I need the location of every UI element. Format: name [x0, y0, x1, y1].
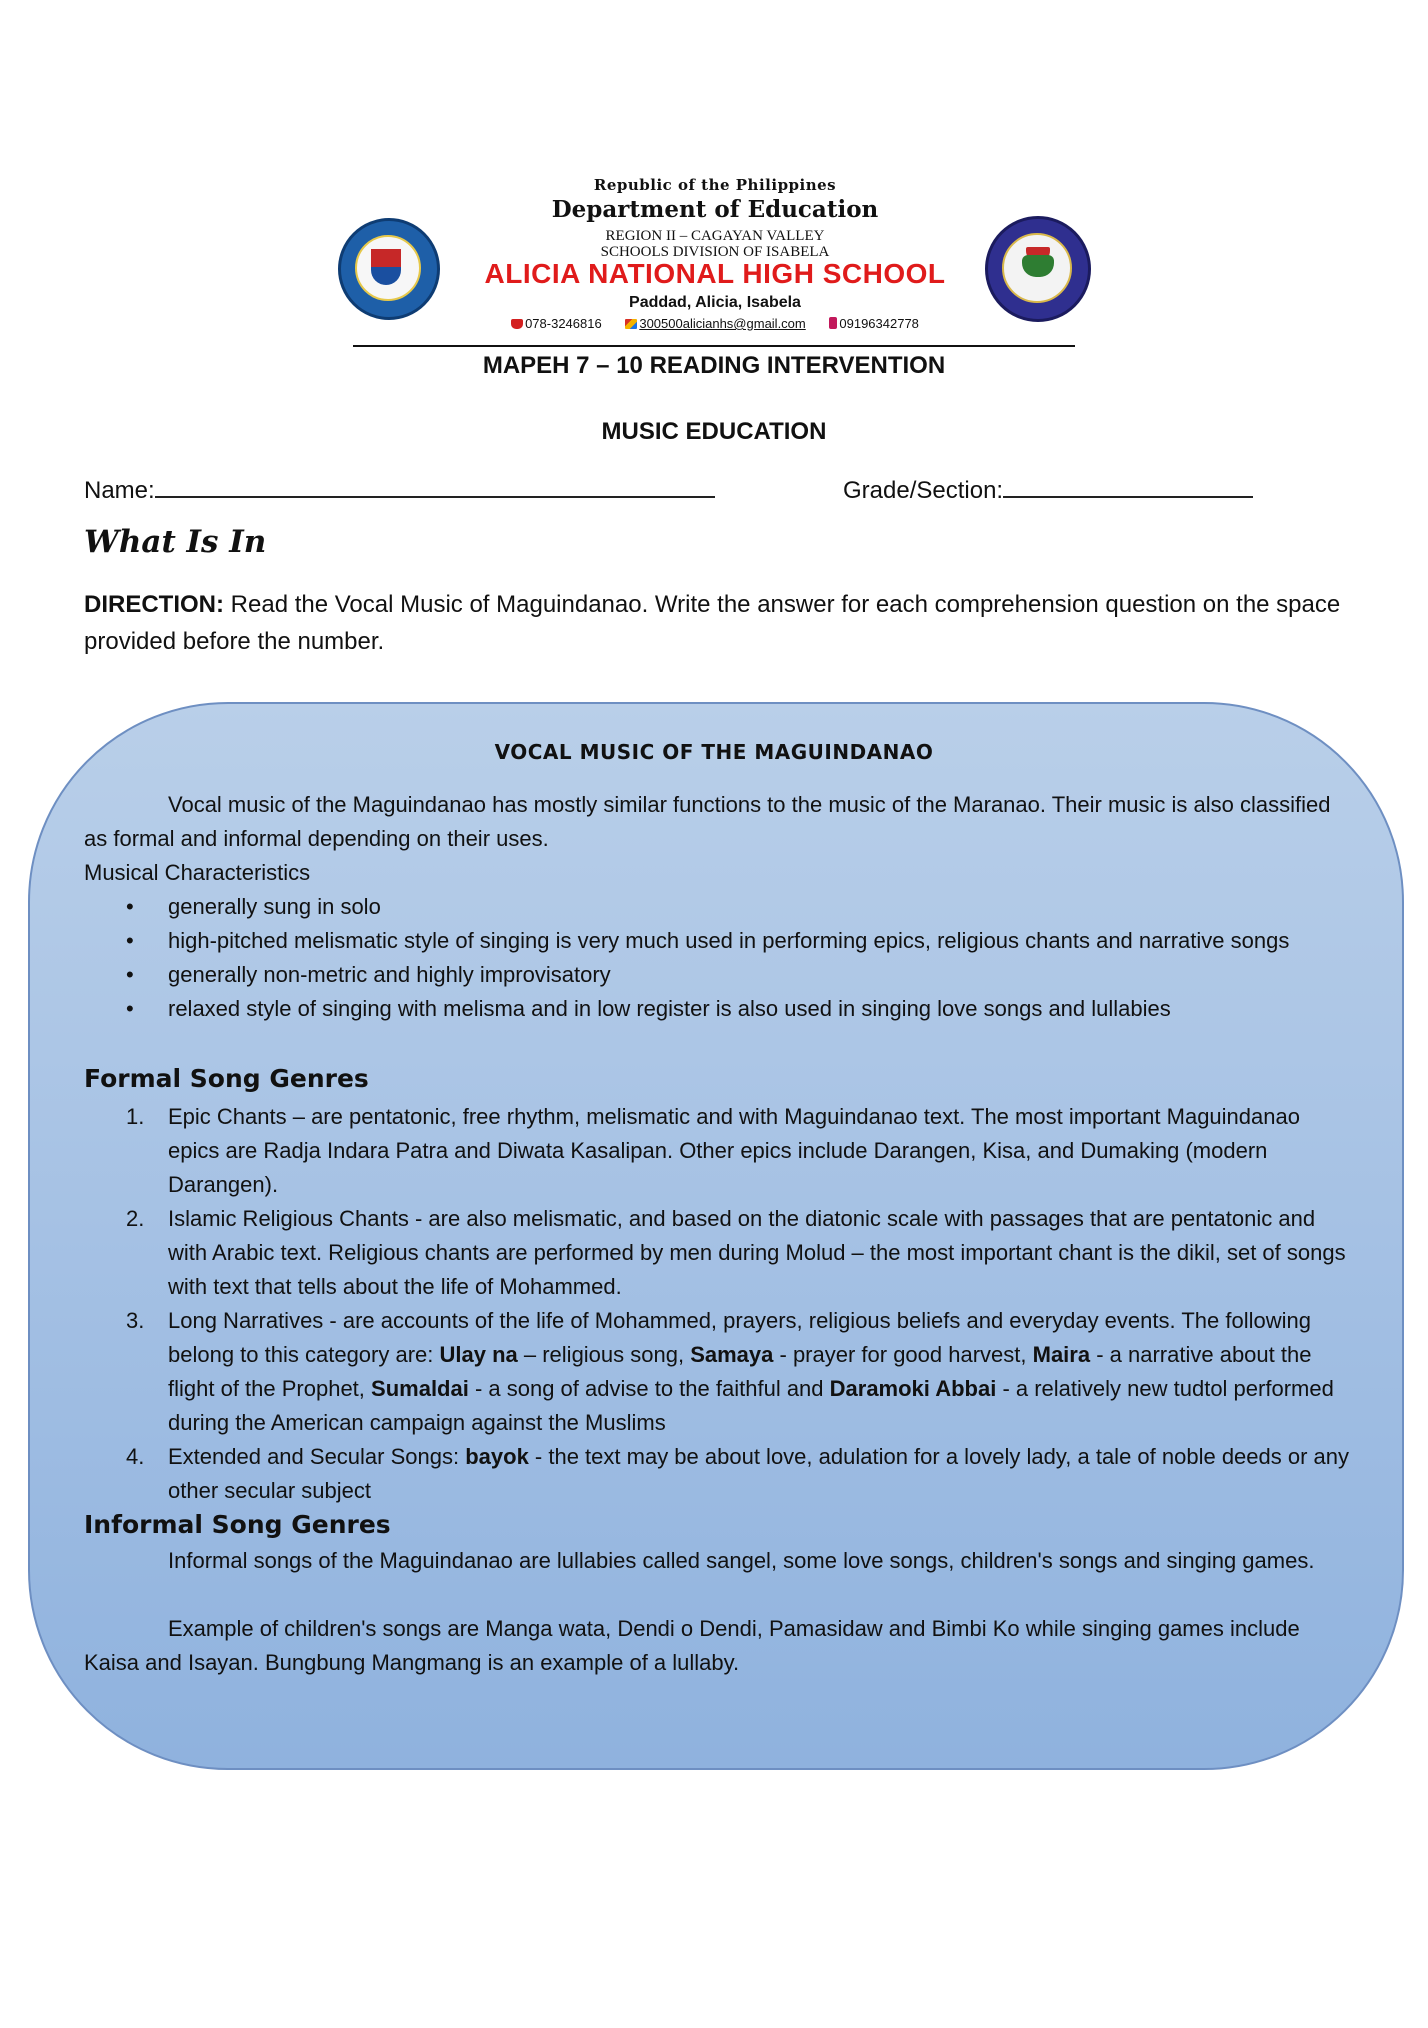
list-item-text: high-pitched melismatic style of singing is very much used in performing epics, religious chants and narrative songs — [168, 928, 1290, 953]
bullet-icon: • — [126, 996, 134, 1021]
department-text: Department of Education — [551, 196, 879, 223]
characteristics-label: Musical Characteristics — [84, 860, 311, 885]
list-item-text: Islamic Religious Chants - are also melismatic, and based on the diatonic scale with passages that are pentatonic and with Arabic text. Religious chants are performed by men during Molud – the most important chant is the dikil, set of songs with text that tells about the life of Mohammed. — [168, 1206, 1346, 1299]
list-item — [84, 1304, 1354, 1440]
school-name: ALICIA NATIONAL HIGH SCHOOL — [484, 258, 946, 289]
division-text: SCHOOLS DIVISION OF ISABELA — [600, 244, 830, 260]
worksheet-title: MAPEH 7 – 10 READING INTERVENTION — [482, 352, 946, 379]
school-address: Paddad, Alicia, Isabela — [629, 294, 801, 311]
name-label: Name: — [84, 477, 155, 504]
mobile-icon — [829, 317, 837, 329]
list-item-text: Extended and Secular Songs: bayok - the text may be about love, adulation for a lovely lady, a tale of noble deeds or any other secular subject — [168, 1444, 1350, 1503]
list-item — [84, 1100, 1354, 1202]
item-number: 4. — [126, 1444, 145, 1469]
header-divider — [353, 345, 1075, 347]
list-item — [84, 890, 1354, 924]
list-item — [84, 1202, 1354, 1304]
region-text: REGION II – CAGAYAN VALLEY — [605, 228, 825, 244]
characteristics-list — [84, 890, 1354, 1026]
email-link[interactable]: 300500alicianhs@gmail.com — [639, 316, 806, 331]
item-number: 1. — [126, 1104, 145, 1129]
contact-line — [330, 316, 1100, 331]
informal-paragraph-1 — [84, 1544, 1354, 1578]
informal-text-1: Informal songs of the Maguindanao are lullabies called sangel, some love songs, children's songs and singing games. — [168, 1548, 1315, 1573]
list-item-text: generally non-metric and highly improvisatory — [168, 962, 611, 987]
direction-label: DIRECTION: — [84, 591, 224, 618]
list-item — [84, 1440, 1354, 1508]
direction-paragraph — [84, 586, 1346, 660]
list-item-text: relaxed style of singing with melisma and in low register is also used in singing love songs and lullabies — [168, 996, 1171, 1021]
phone-number: 078-3246816 — [525, 316, 602, 331]
letterhead — [330, 170, 1100, 330]
grade-section-label: Grade/Section: — [843, 477, 1004, 504]
grade-section-blank-line[interactable] — [1003, 474, 1253, 498]
list-item-text: Epic Chants – are pentatonic, free rhythm, melismatic and with Maguindanao text. The most important Maguindanao epics are Radja Indara Patra and Diwata Kasalipan. Other epics include Darangen, Kisa, and Dumaking (modern Darangen). — [168, 1104, 1300, 1197]
phone-icon — [511, 319, 523, 329]
mobile-number: 09196342778 — [839, 316, 919, 331]
list-item — [84, 992, 1354, 1026]
republic-text: Republic of the Philippines — [593, 176, 837, 194]
bullet-icon: • — [126, 962, 134, 987]
list-item-text: generally sung in solo — [168, 894, 381, 919]
direction-text: Read the Vocal Music of Maguindanao. Write the answer for each comprehension question on the space provided before the number. — [84, 591, 1341, 655]
grade-section-field[interactable] — [843, 474, 1253, 505]
list-item — [84, 958, 1354, 992]
informal-genres-heading: Informal Song Genres — [84, 1510, 391, 1539]
subject-title: MUSIC EDUCATION — [601, 418, 827, 445]
informal-paragraph-2 — [84, 1612, 1354, 1680]
item-number: 2. — [126, 1206, 145, 1231]
intro-paragraph — [84, 788, 1354, 856]
item-number: 3. — [126, 1308, 145, 1333]
formal-genres-list — [84, 1100, 1354, 1508]
bullet-icon: • — [126, 894, 134, 919]
section-heading: What Is In — [84, 524, 267, 560]
name-field[interactable] — [84, 474, 715, 505]
name-blank-line[interactable] — [155, 474, 715, 498]
bullet-icon: • — [126, 928, 134, 953]
intro-text: Vocal music of the Maguindanao has mostly similar functions to the music of the Maranao. Their music is also classified as formal and informal depending on their uses. — [84, 792, 1331, 851]
reading-title: VOCAL MUSIC OF THE MAGUINDANAO — [494, 740, 934, 764]
gmail-icon — [625, 319, 637, 329]
list-item — [84, 924, 1354, 958]
formal-genres-heading: Formal Song Genres — [84, 1064, 369, 1093]
informal-text-2: Example of children's songs are Manga wata, Dendi o Dendi, Pamasidaw and Bimbi Ko while singing games include Kaisa and Isayan. Bungbung Mangmang is an example of a lullaby. — [84, 1616, 1300, 1675]
list-item-text: Long Narratives - are accounts of the life of Mohammed, prayers, religious beliefs and everyday events. The following belong to this category are: Ulay na – religious song, Samaya - prayer for good harvest, Maira - a narrative about the flight of the Prophet, Sumaldai - a song of advise to the faithful and Daramoki Abbai - a relatively new tudtol performed during the American campaign against the Muslims — [168, 1308, 1334, 1435]
